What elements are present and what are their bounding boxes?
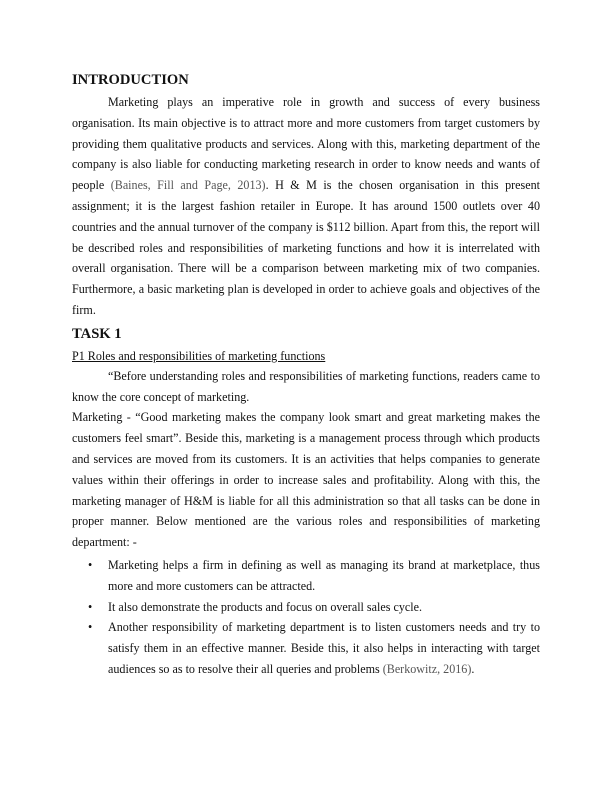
introduction-text-b: . H & M is the chosen organisation in this present assignment; it is the largest fashion retailer in Europe. It has around 1500 outlets over 40 countries and the annual turnover of the company is $112 billion. Apart from this, the report will be described roles and responsibilities of marketing functions and how it is interrelated with overall organisation. There will be a comparison between marketing mix of two companies. Furthermore, a basic marketing plan is developed in order to achieve goals and objectives of the firm. bbox=[72, 178, 541, 317]
introduction-text-a: Marketing plays an imperative role in growth and success of every business organisation. Its main objective is to attract more and more customers from target customers by providing them qualitative products and services. Along with this, marketing department of the company is also liable for conducting marketing research in order to know needs and wants of people bbox=[72, 95, 540, 193]
responsibilities-list bbox=[72, 555, 540, 680]
bullet-icon: • bbox=[88, 599, 93, 614]
list-item bbox=[72, 617, 540, 679]
list-item bbox=[72, 597, 540, 618]
list-item-text: Another responsibility of marketing department is to listen customers needs and try to satisfy them in an effective manner. Beside this, it also helps in interacting with target audiences so as to resolve their all queries and problems bbox=[108, 620, 540, 676]
list-item-text: Marketing helps a firm in defining as well as managing its brand at marketplace, thus more and more customers can be attracted. bbox=[108, 557, 540, 593]
list-item-end: . bbox=[471, 661, 475, 676]
citation-baines: (Baines, Fill and Page, 2013) bbox=[110, 178, 266, 193]
list-item bbox=[72, 555, 540, 597]
bullet-icon: • bbox=[88, 620, 93, 635]
task1-heading: TASK 1 bbox=[72, 325, 122, 342]
task1-paragraph-1: “Before understanding roles and responsibilities of marketing functions, readers came to know the core concept of marketing. bbox=[72, 368, 540, 404]
introduction-paragraph bbox=[72, 92, 540, 321]
bullet-icon: • bbox=[88, 557, 93, 572]
p1-subheading: P1 Roles and responsibilities of marketing functions bbox=[72, 348, 326, 363]
citation-berkowitz: (Berkowitz, 2016) bbox=[382, 661, 472, 676]
list-item-text: It also demonstrate the products and focus on overall sales cycle. bbox=[108, 599, 423, 614]
task1-paragraph-2: Marketing - “Good marketing makes the company look smart and great marketing makes the customers feel smart”. Beside this, marketing is a management process through which products and services are moved from its customers. It is an activities that helps companies to generate values within their offerings in order to increase sales and profitability. Along with this, the marketing manager of H&M is liable for all this administration so that all tasks can be done in proper manner. Below mentioned are the various roles and responsibilities of marketing department: - bbox=[72, 410, 540, 550]
document-page bbox=[72, 70, 540, 680]
introduction-heading: INTRODUCTION bbox=[72, 72, 189, 88]
